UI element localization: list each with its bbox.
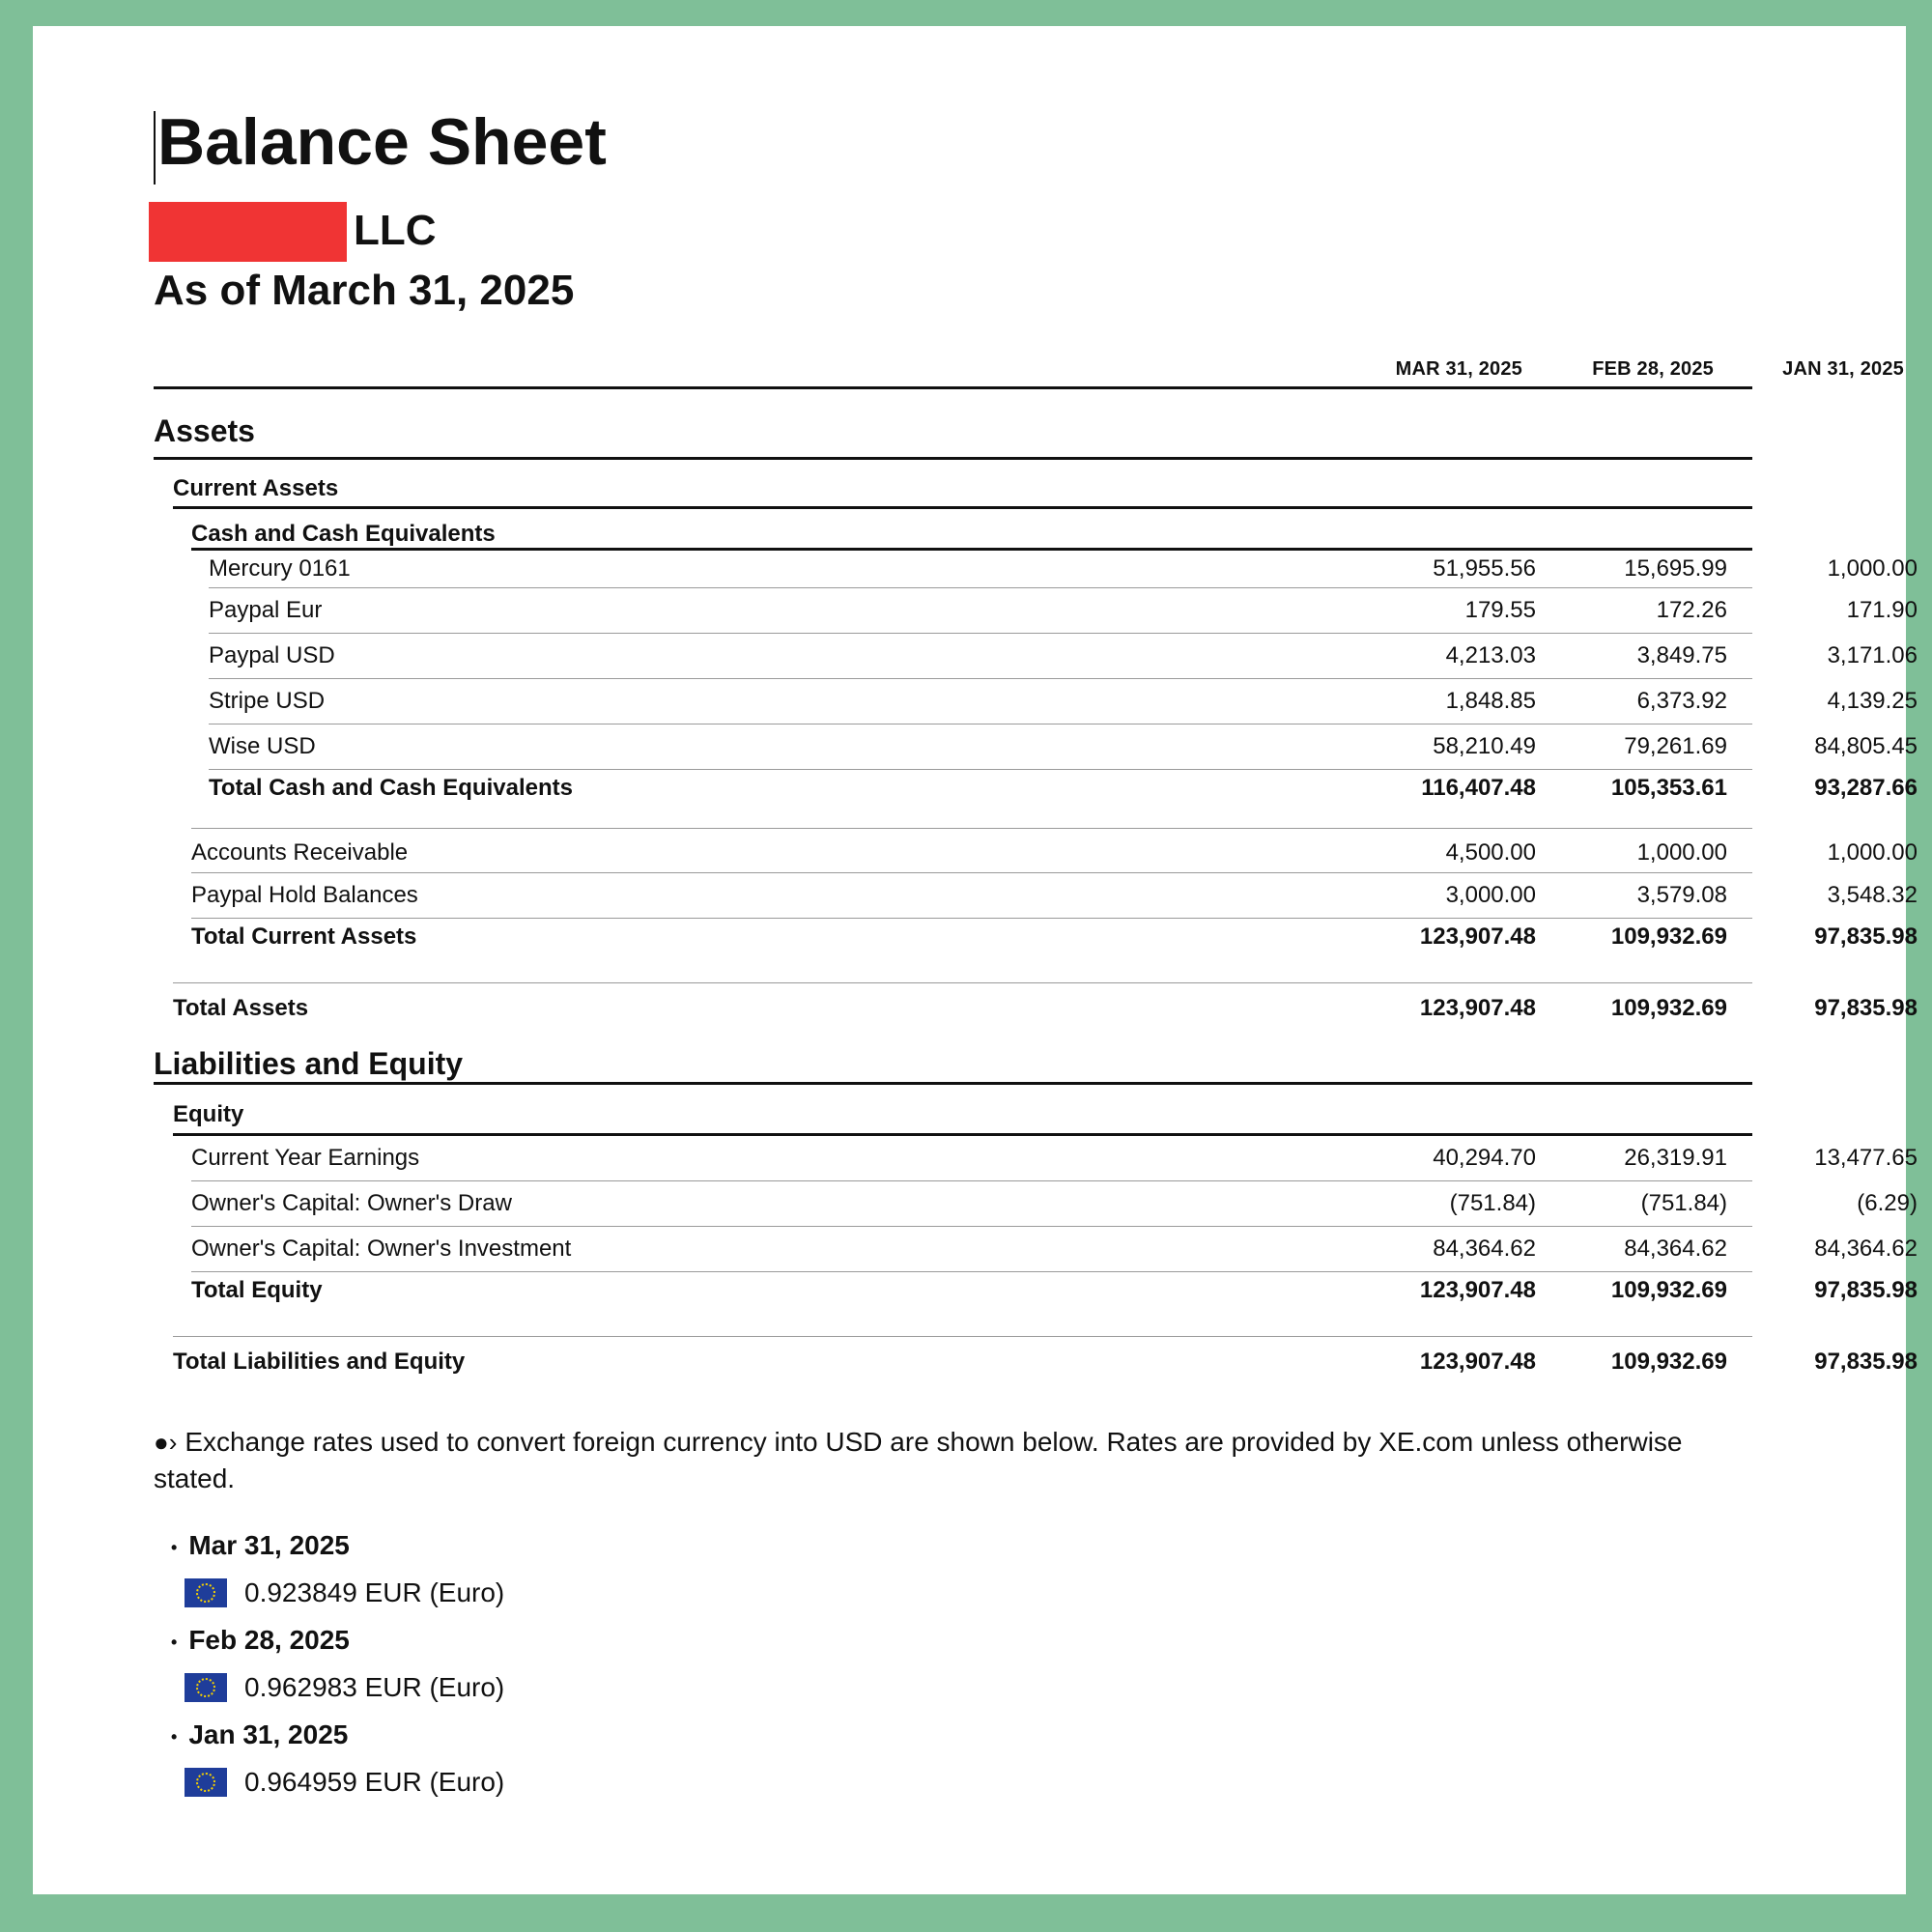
row-label: Accounts Receivable: [191, 839, 409, 866]
cell-value: 109,932.69: [1610, 1349, 1727, 1375]
cell-value: 26,319.91: [1624, 1145, 1727, 1171]
cell-value: 79,261.69: [1624, 733, 1727, 759]
eu-flag-icon: [185, 1768, 227, 1797]
total-row-equity: [191, 1272, 1918, 1309]
section-heading-liabilities-equity: Liabilities and Equity: [154, 1030, 1752, 1085]
report-title-text: Balance Sheet: [157, 105, 607, 179]
cell-value: 97,835.98: [1814, 1277, 1918, 1303]
rate-date: [171, 1524, 1752, 1567]
row-label: Owner's Capital: Owner's Draw: [191, 1190, 512, 1216]
cell-value: 109,932.69: [1610, 995, 1727, 1021]
rate-value: 0.964959 EUR (Euro): [244, 1767, 505, 1797]
cell-value: 51,955.56: [1433, 555, 1536, 582]
cell-value: 97,835.98: [1814, 1349, 1918, 1375]
table-row: [191, 829, 1918, 873]
cell-value: (751.84): [1449, 1190, 1536, 1216]
note-text: Exchange rates used to convert foreign currency into USD are shown below. Rates are provided by XE.com unless otherwise stated.: [154, 1427, 1683, 1493]
subsection-heading-current-assets: Current Assets: [173, 460, 1752, 509]
cell-value: (6.29): [1857, 1190, 1918, 1216]
row-label: Current Year Earnings: [191, 1145, 420, 1171]
cell-value: 84,805.45: [1814, 733, 1918, 759]
column-header-row: [154, 333, 1904, 389]
column-header: JAN 31, 2025: [1782, 358, 1904, 380]
cell-value: 84,364.62: [1814, 1236, 1918, 1262]
row-label: Wise USD: [209, 733, 316, 759]
table-row: [209, 679, 1918, 724]
cell-value: 3,171.06: [1827, 642, 1918, 668]
total-row-current-assets: [191, 919, 1918, 955]
company-suffix: LLC: [354, 207, 437, 254]
cell-value: 40,294.70: [1433, 1145, 1536, 1171]
table-row: [209, 588, 1918, 634]
rate-date-text: Feb 28, 2025: [188, 1625, 350, 1655]
report-date: As of March 31, 2025: [154, 267, 575, 314]
report-title: [154, 94, 1752, 190]
bullet-icon: •: [171, 1537, 178, 1557]
table-row: [209, 724, 1918, 770]
cell-value: (751.84): [1640, 1190, 1727, 1216]
cell-value: 123,907.48: [1419, 1349, 1536, 1375]
redaction-box: [149, 202, 347, 262]
divider: [191, 807, 1752, 829]
table-row: [191, 1227, 1918, 1272]
total-row-assets: [173, 983, 1918, 1030]
divider: [173, 955, 1752, 983]
cell-value: 123,907.48: [1419, 923, 1536, 950]
row-label: Paypal USD: [209, 642, 335, 668]
cell-value: 84,364.62: [1433, 1236, 1536, 1262]
cell-value: 179.55: [1464, 597, 1536, 623]
report-content: [154, 94, 1918, 1808]
row-label: Paypal Hold Balances: [191, 882, 418, 908]
row-label: Total Current Assets: [191, 923, 417, 950]
total-row-liabilities-equity: [173, 1337, 1918, 1383]
bullet-icon: •: [171, 1632, 178, 1652]
eye-icon: ●›: [154, 1428, 178, 1457]
cell-value: 58,210.49: [1433, 733, 1536, 759]
cell-value: 13,477.65: [1814, 1145, 1918, 1171]
exchange-rate-list: [154, 1524, 1752, 1808]
exchange-rate-note: [154, 1424, 1747, 1497]
row-label: Total Liabilities and Equity: [173, 1349, 466, 1375]
rate-date-text: Jan 31, 2025: [188, 1719, 349, 1749]
cell-value: 4,500.00: [1445, 839, 1536, 866]
divider: [173, 1309, 1752, 1337]
rate-value: 0.962983 EUR (Euro): [244, 1672, 505, 1702]
subsection-heading-equity: Equity: [173, 1085, 1752, 1136]
row-label: Total Cash and Cash Equivalents: [209, 775, 573, 801]
text-caret: [154, 111, 156, 185]
bullet-icon: •: [171, 1726, 178, 1747]
cell-value: 1,000.00: [1827, 555, 1918, 582]
cell-value: 109,932.69: [1610, 923, 1727, 950]
table-row: [209, 634, 1918, 679]
cell-value: 3,548.32: [1827, 882, 1918, 908]
row-label: Total Assets: [173, 995, 309, 1021]
rate-date: [171, 1619, 1752, 1662]
cell-value: 97,835.98: [1814, 923, 1918, 950]
cell-value: 93,287.66: [1814, 775, 1918, 801]
rate-value: 0.923849 EUR (Euro): [244, 1577, 505, 1607]
rate-entry: [185, 1662, 1752, 1714]
cell-value: 3,000.00: [1445, 882, 1536, 908]
cell-value: 1,000.00: [1636, 839, 1727, 866]
cell-value: 1,000.00: [1827, 839, 1918, 866]
eu-flag-icon: [185, 1578, 227, 1607]
subsection-heading-cash: Cash and Cash Equivalents: [191, 509, 1752, 551]
rate-date-text: Mar 31, 2025: [188, 1530, 350, 1560]
rate-date: [171, 1714, 1752, 1756]
cell-value: 172.26: [1656, 597, 1727, 623]
cell-value: 4,139.25: [1827, 688, 1918, 714]
row-label: Owner's Capital: Owner's Investment: [191, 1236, 572, 1262]
table-row: [191, 1181, 1918, 1227]
cell-value: 123,907.48: [1419, 995, 1536, 1021]
rate-entry: [185, 1756, 1752, 1808]
column-header: MAR 31, 2025: [1395, 358, 1522, 380]
cell-value: 3,849.75: [1636, 642, 1727, 668]
eu-flag-icon: [185, 1673, 227, 1702]
table-row: [191, 873, 1918, 919]
cell-value: 109,932.69: [1610, 1277, 1727, 1303]
cell-value: 105,353.61: [1610, 775, 1727, 801]
total-row-cash: [209, 770, 1918, 807]
cell-value: 15,695.99: [1624, 555, 1727, 582]
column-header: FEB 28, 2025: [1592, 358, 1714, 380]
cell-value: 171.90: [1846, 597, 1918, 623]
row-label: Paypal Eur: [209, 597, 323, 623]
row-label: Total Equity: [191, 1277, 323, 1303]
table-row: [191, 1136, 1918, 1181]
section-heading-assets: Assets: [154, 389, 1752, 460]
cell-value: 84,364.62: [1624, 1236, 1727, 1262]
table-row: [209, 551, 1918, 588]
company-name: [154, 202, 1752, 260]
cell-value: 1,848.85: [1445, 688, 1536, 714]
row-label: Mercury 0161: [209, 555, 351, 582]
report-page: [33, 26, 1918, 1894]
cell-value: 123,907.48: [1419, 1277, 1536, 1303]
rate-entry: [185, 1567, 1752, 1619]
cell-value: 6,373.92: [1636, 688, 1727, 714]
cell-value: 97,835.98: [1814, 995, 1918, 1021]
cell-value: 116,407.48: [1421, 775, 1536, 801]
row-label: Stripe USD: [209, 688, 326, 714]
cell-value: 4,213.03: [1445, 642, 1536, 668]
cell-value: 3,579.08: [1636, 882, 1727, 908]
